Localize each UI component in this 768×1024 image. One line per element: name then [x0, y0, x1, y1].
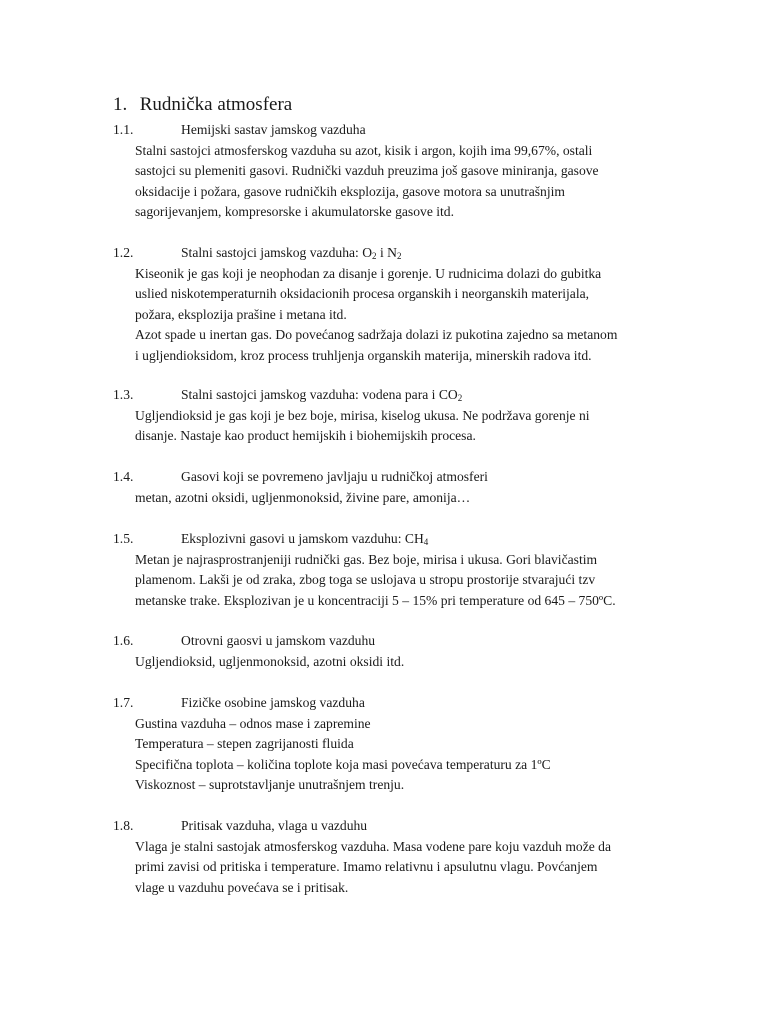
body-line: sastojci su plemeniti gasovi. Rudnički vazduh preuzima još gasove miniranja, gasove — [135, 163, 599, 179]
body-line: sagorijevanjem, kompresorske i akumulatorske gasove itd. — [135, 204, 454, 220]
body-line: Temperatura – stepen zagrijanosti fluida — [135, 736, 354, 752]
section-number: 1.7. — [113, 695, 134, 710]
section-heading-text: Stalni sastojci jamskog vazduha: vodena para i CO — [181, 387, 458, 402]
body-line: Viskoznost – suprotstavljanje unutrašnjem trenju. — [135, 777, 405, 793]
subscript: 4 — [423, 537, 429, 547]
section-number: 1.5. — [113, 531, 134, 546]
section-1-6 — [113, 631, 673, 672]
subscript: 2 — [372, 251, 377, 261]
body-line: oksidacije i požara, gasove rudničkih eksplozija, gasove motora sa unutrašnjim — [135, 183, 565, 199]
section-number: 1.4. — [113, 469, 134, 484]
section-heading — [113, 816, 673, 837]
section-heading-text: Hemijski sastav jamskog vazduha — [181, 122, 366, 137]
body-line: i ugljendioksidom, kroz process truhljenja organskih materija, minerskih radova itd. — [135, 347, 592, 363]
section-heading-text-mid: i N — [376, 245, 397, 260]
body-line: uslied niskotemperaturnih oksidacionih procesa organskih i neorganskih materijala, — [135, 286, 590, 302]
section-heading — [113, 120, 673, 141]
body-line: disanje. Nastaje kao product hemijskih i biohemijskih procesa. — [135, 428, 476, 444]
section-heading-text: Otrovni gaosvi u jamskom vazduhu — [181, 633, 376, 648]
section-heading — [113, 243, 673, 264]
body-line: Gustina vazduha – odnos mase i zapremine — [135, 715, 371, 731]
section-heading-text: Fizičke osobine jamskog vazduha — [181, 695, 365, 710]
body-line: vlage u vazduhu povećava se i pritisak. — [135, 879, 349, 895]
section-heading-text: Pritisak vazduha, vlaga u vazduhu — [181, 818, 368, 833]
section-heading-text: Eksplozivni gasovi u jamskom vazduhu: CH — [181, 531, 424, 546]
section-1-7 — [113, 693, 673, 796]
title-text: Rudnička atmosfera — [139, 94, 293, 115]
section-1-3 — [113, 385, 673, 447]
section-heading — [113, 529, 673, 550]
body-line: plamenom. Lakši je od zraka, zbog toga se uslojava u stropu prostorije stvarajući tzv — [135, 572, 596, 588]
section-number: 1.8. — [113, 818, 134, 833]
section-1-2 — [113, 243, 673, 367]
subscript: 2 — [457, 393, 463, 403]
section-1-4 — [113, 467, 673, 508]
body-line: primi zavisi od pritiska i temperature. Imamo relativnu i apsulutnu vlagu. Povćanjem — [135, 859, 598, 875]
section-1-5 — [113, 529, 673, 611]
section-1-8 — [113, 816, 673, 898]
subscript: 2 — [396, 251, 402, 261]
section-heading — [113, 385, 673, 406]
section-heading-text: Stalni sastojci jamskog vazduha: O — [181, 245, 373, 260]
body-line: Ugljendioksid, ugljenmonoksid, azotni oksidi itd. — [135, 653, 405, 669]
body-line: Ugljendioksid je gas koji je bez boje, mirisa, kiselog ukusa. Ne podržava gorenje ni — [135, 407, 590, 423]
document-title — [113, 94, 292, 116]
title-number: 1. — [113, 94, 128, 115]
body-line: Kiseonik je gas koji je neophodan za disanje i gorenje. U rudnicima dolazi do gubitka — [135, 265, 602, 281]
section-1-1 — [113, 120, 673, 223]
body-line: Stalni sastojci atmosferskog vazduha su azot, kisik i argon, kojih ima 99,67%, ostali — [135, 142, 593, 158]
body-line: Azot spade u inertan gas. Do povećanog sadržaja dolazi iz pukotina zajedno sa metanom — [135, 327, 618, 343]
section-number: 1.6. — [113, 633, 134, 648]
section-number: 1.1. — [113, 122, 134, 137]
section-heading — [113, 631, 673, 652]
body-line: metan, azotni oksidi, ugljenmonoksid, živine pare, amonija… — [135, 489, 471, 505]
section-heading-text: Gasovi koji se povremeno javljaju u rudničkoj atmosferi — [181, 469, 488, 484]
section-number: 1.2. — [113, 245, 134, 260]
body-line: metanske trake. Eksplozivan je u koncentraciji 5 – 15% pri temperature od 645 – 750ºC. — [135, 592, 616, 608]
section-heading — [113, 693, 673, 714]
body-line: Metan je najrasprostranjeniji rudnički gas. Bez boje, mirisa i ukusa. Gori blavičastim — [135, 551, 598, 567]
body-line: Vlaga je stalni sastojak atmosferskog vazduha. Masa vodene pare koju vazduh može da — [135, 838, 612, 854]
body-line: Specifična toplota – količina toplote koja masi povećava temperaturu za 1ºC — [135, 756, 551, 772]
section-heading — [113, 467, 673, 488]
section-number: 1.3. — [113, 387, 134, 402]
body-line: požara, eksplozija prašine i metana itd. — [135, 306, 347, 322]
